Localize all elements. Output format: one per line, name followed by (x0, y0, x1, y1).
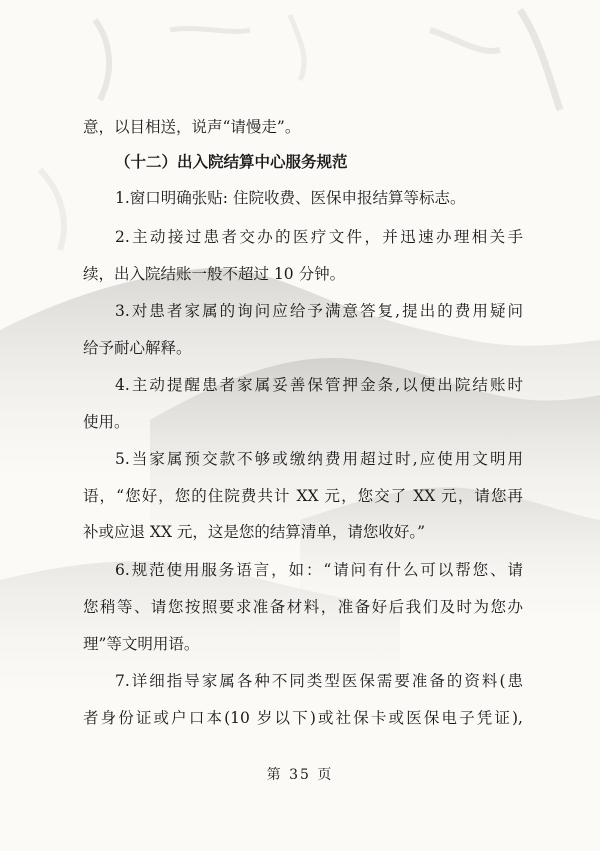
text-line: 使用。 (83, 413, 130, 431)
text-line: 1.窗口明确张贴: 住院收费、医保申报结算等标志。 (115, 189, 466, 207)
text-line: 5.当家属预交款不够或缴纳费用超过时,应使用文明用 (115, 450, 523, 468)
text-line: 7.详细指导家属各种不同类型医保需要准备的资料(患 (115, 672, 523, 690)
text-line: 意，以目相送，说声“请慢走”。 (83, 118, 301, 136)
page-number: 第 35 页 (266, 767, 334, 783)
text-line: 续，出入院结账一般不超过 10 分钟。 (83, 265, 346, 283)
text-line: 给予耐心解释。 (83, 339, 192, 357)
text-line: 2.主动接过患者交办的医疗文件，并迅速办理相关手 (115, 228, 523, 246)
text-line: 4.主动提醒患者家属妥善保管押金条,以便出院结账时 (115, 376, 523, 394)
text-line: 3.对患者家属的询问应给予满意答复,提出的费用疑问 (115, 302, 523, 320)
text-line: 语，“您好，您的住院费共计 XX 元，您交了 XX 元，请您再 (83, 487, 523, 505)
section-heading: （十二）出入院结算中心服务规范 (115, 153, 348, 171)
text-line: 您稍等、请您按照要求准备材料，准备好后我们及时为您办 (83, 598, 523, 616)
text-line: 理”等文明用语。 (83, 635, 200, 653)
text-line: 者身份证或户口本(10 岁以下)或社保卡或医保电子凭证), (83, 709, 523, 727)
text-line: 6.规范使用服务语言，如：“请问有什么可以帮您、请 (115, 561, 523, 579)
text-line: 补或应退 XX 元，这是您的结算清单，请您收好。” (83, 523, 426, 541)
